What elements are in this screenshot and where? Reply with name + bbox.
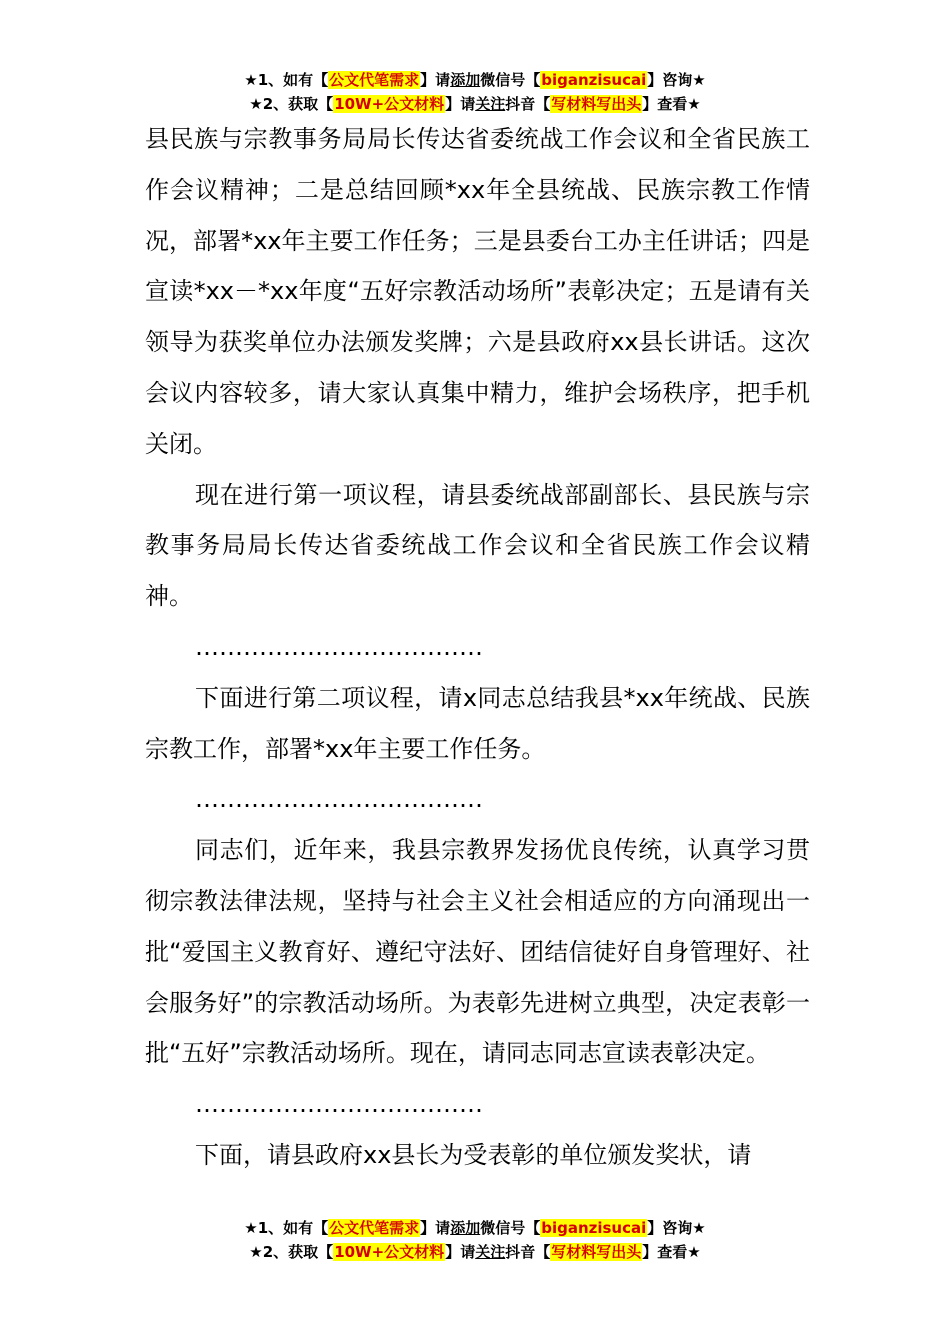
banner-text: ★1、如有【 [244, 1219, 329, 1237]
banner-underlined-text: 添加 [450, 71, 481, 89]
banner-line-2 [0, 1240, 950, 1264]
banner-text: 】请 [420, 1219, 451, 1237]
banner-text: 微信号【 [480, 71, 541, 89]
banner-text: 抖音【 [505, 95, 551, 113]
banner-line-2 [0, 92, 950, 116]
paragraph-agenda: 县民族与宗教事务局局长传达省委统战工作会议和全省民族工作会议精神；二是总结回顾*xx年全县统战、民族宗教工作情况，部署*xx年主要工作任务；三是县委台工办主任讲话；四是宣读*xx－*xx年度“五好宗教活动场所”表彰决定；五是请有关领导为获奖单位办法颁发奖牌；六是县政府xx县长讲话。这次会议内容较多，请大家认真集中精力，维护会场秩序，把手机关闭。 [145, 125, 810, 458]
banner-text: ★2、获取【 [249, 1243, 334, 1261]
banner-highlight: 公文代笔需求 [329, 71, 420, 89]
document-body [145, 114, 810, 1181]
paragraph-award: 下面，请县政府xx县长为受表彰的单位颁发奖状，请 [195, 1140, 752, 1169]
banner-underlined-text: 关注 [475, 95, 506, 113]
footer-banner [0, 1216, 950, 1264]
banner-highlight: 10W+公文材料 [334, 95, 445, 113]
banner-text: 】请 [445, 1243, 476, 1261]
banner-text: 微信号【 [480, 1219, 541, 1237]
banner-douyin-id: 写材料写出头 [551, 1243, 642, 1261]
banner-text: 】请 [420, 71, 451, 89]
banner-wechat-id: biganzisucai [541, 71, 647, 89]
banner-line-1 [0, 68, 950, 92]
banner-line-1 [0, 1216, 950, 1240]
paragraph-commendation: 同志们，近年来，我县宗教界发扬优良传统，认真学习贯彻宗教法律法规，坚持与社会主义社会相适应的方向涌现出一批“爱国主义教育好、遵纪守法好、团结信徒好自身管理好、社会服务好”的宗教活动场所。为表彰先进树立典型，决定表彰一批“五好”宗教活动场所。现在，请同志同志宣读表彰决定。 [145, 836, 810, 1068]
ellipsis-separator: ……………………………… [195, 632, 483, 661]
banner-text: ★1、如有【 [244, 71, 329, 89]
banner-text: 抖音【 [505, 1243, 551, 1261]
banner-wechat-id: biganzisucai [541, 1219, 647, 1237]
ellipsis-separator: ……………………………… [195, 1090, 483, 1119]
header-banner [0, 68, 950, 116]
ellipsis-separator: ……………………………… [195, 785, 483, 814]
banner-text: ★2、获取【 [249, 95, 334, 113]
banner-text: 】查看★ [642, 1243, 701, 1261]
banner-text: 】查看★ [642, 95, 701, 113]
banner-underlined-text: 添加 [450, 1219, 481, 1237]
banner-douyin-id: 写材料写出头 [551, 95, 642, 113]
paragraph-second-item: 下面进行第二项议程，请x同志总结我县*xx年统战、民族宗教工作，部署*xx年主要工作任务。 [145, 683, 810, 763]
banner-text: 】咨询★ [647, 1219, 706, 1237]
banner-text: 】咨询★ [647, 71, 706, 89]
banner-text: 】请 [445, 95, 476, 113]
banner-highlight: 公文代笔需求 [329, 1219, 420, 1237]
paragraph-first-item: 现在进行第一项议程，请县委统战部副部长、县民族与宗教事务局局长传达省委统战工作会议和全省民族工作会议精神。 [145, 480, 810, 611]
banner-highlight: 10W+公文材料 [334, 1243, 445, 1261]
banner-underlined-text: 关注 [475, 1243, 506, 1261]
